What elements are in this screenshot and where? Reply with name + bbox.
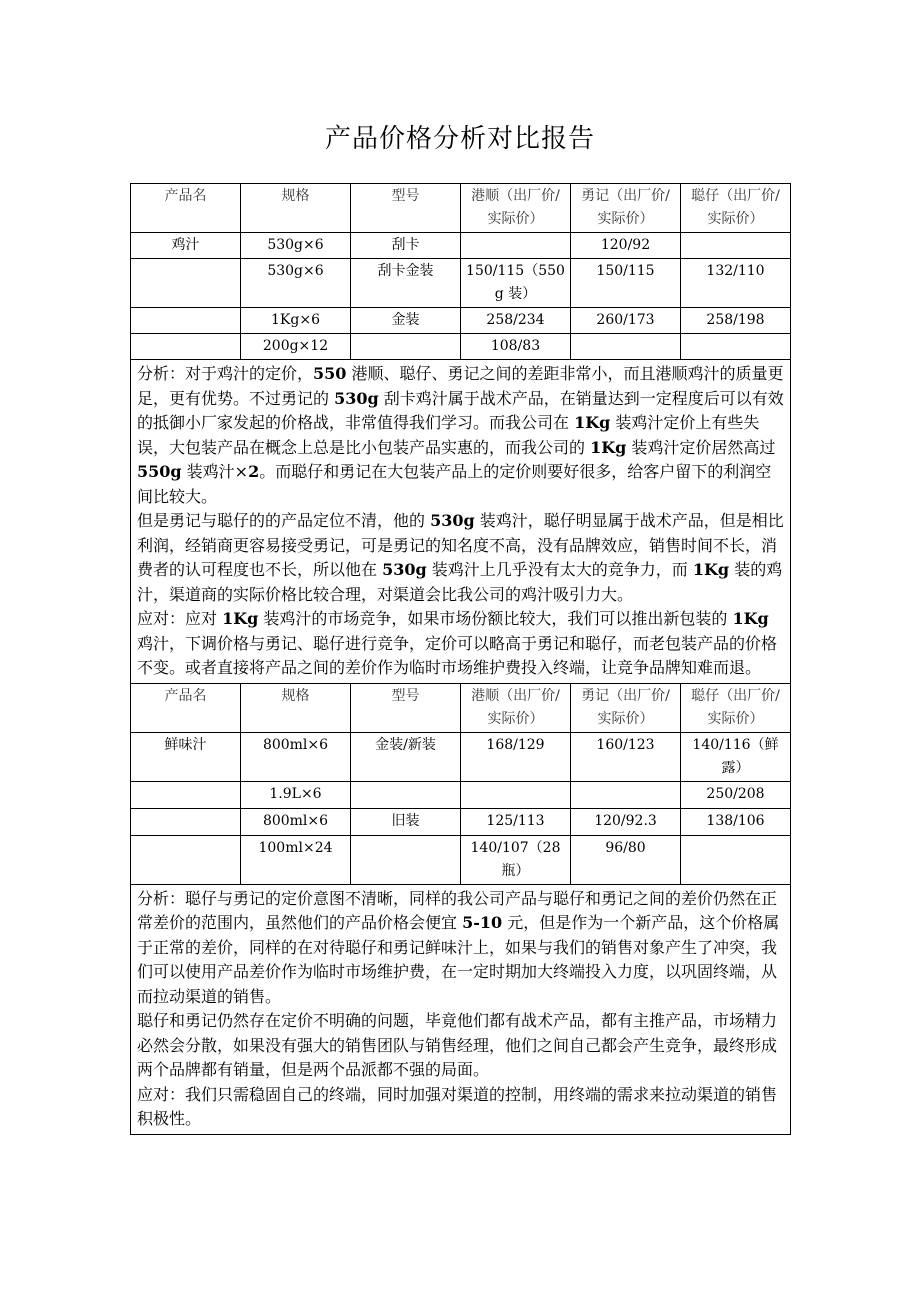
table-cell xyxy=(681,835,791,884)
table-cell xyxy=(351,781,461,808)
table-cell xyxy=(131,334,241,360)
table-row xyxy=(131,732,791,781)
table-cell: 108/83 xyxy=(461,334,571,360)
table-cell: 120/92.3 xyxy=(571,808,681,835)
table-cell: 160/123 xyxy=(571,732,681,781)
table-cell: 1Kg×6 xyxy=(241,308,351,334)
section1-analysis-text: 分析：对于鸡汁的定价，550 港顺、聪仔、勇记之间的差距非常小，而且港顺鸡汁的质量更足，更有优势。不过勇记的 530g 刮卡鸡汁属于战术产品，在销量达到一定程度后可以有效的抵御小厂家发起的价格战，非常值得我们学习。而我公司在 1Kg 装鸡汁定价上有些失误，大包装产品在概念上总是比小包装产品实惠的，而我公司的 1Kg 装鸡汁定价居然高过 550g 装鸡汁×2。而聪仔和勇记在大包装产品上的定价则要好很多，给客户留下的利润空间比较大。 但是勇记与聪仔的的产品定位不清，他的 530g 装鸡汁，聪仔明显属于战术产品，但是相比利润，经销商更容易接受勇记，可是勇记的知名度不高，没有品牌效应，销售时间不长，消费者的认可程度也不长，所以他在 530g 装鸡汁上几乎没有太大的竞争力，而 1Kg 装的鸡汁，渠道商的实际价格比较合理，对渠道会比我公司的鸡汁吸引力大。 应对：应对 1Kg 装鸡汁的市场竞争，如果市场份额比较大，我们可以推出新包装的 1Kg 鸡汁，下调价格与勇记、聪仔进行竞争，定价可以略高于勇记和聪仔，而老包装产品的价格不变。或者直接将产品之间的差价作为临时市场维护费投入终端，让竞争品牌知难而退。 xyxy=(131,360,791,684)
table-cell: 800ml×6 xyxy=(241,808,351,835)
table-row xyxy=(131,233,791,259)
table-cell xyxy=(461,233,571,259)
table-cell: 258/198 xyxy=(681,308,791,334)
table-cell xyxy=(461,781,571,808)
table-row xyxy=(131,781,791,808)
table-cell: 刮卡 xyxy=(351,233,461,259)
table-cell: 200g×12 xyxy=(241,334,351,360)
page-title: 产品价格分析对比报告 xyxy=(324,124,595,154)
table-cell: 530g×6 xyxy=(241,233,351,259)
table-cell: 140/116（鲜露） xyxy=(681,732,791,781)
table-cell: 250/208 xyxy=(681,781,791,808)
section2-analysis-text: 分析：聪仔与勇记的定价意图不清晰，同样的我公司产品与聪仔和勇记之间的差价仍然在正常差价的范围内，虽然他们的产品价格会便宜 5-10 元，但是作为一个新产品，这个价格属于正常的差价，同样的在对待聪仔和勇记鲜味汁上，如果与我们的销售对象产生了冲突，我们可以使用产品差价作为临时市场维护费，在一定时期加大终端投入力度，以巩固终端，从而拉动渠道的销售。 聪仔和勇记仍然存在定价不明确的问题，毕竟他们都有战术产品，都有主推产品，市场精力必然会分散，如果没有强大的销售团队与销售经理，他们之间自己都会产生竞争，最终形成两个品牌都有销量，但是两个品派都不强的局面。 应对：我们只需稳固自己的终端，同时加强对渠道的控制，用终端的需求来拉动渠道的销售积极性。 xyxy=(131,884,791,1134)
table-cell: 132/110 xyxy=(681,259,791,308)
table-cell: 150/115 xyxy=(571,259,681,308)
header-cell: 型号 xyxy=(351,683,461,732)
table-cell xyxy=(131,808,241,835)
table-cell xyxy=(131,781,241,808)
table-cell xyxy=(131,835,241,884)
header-cell: 聪仔（出厂价/实际价） xyxy=(681,683,791,732)
table-row xyxy=(131,835,791,884)
table-cell: 150/115（550g 装） xyxy=(461,259,571,308)
header-cell: 产品名 xyxy=(131,683,241,732)
section1-header-row xyxy=(131,184,791,233)
table-cell: 96/80 xyxy=(571,835,681,884)
header-cell: 聪仔（出厂价/实际价） xyxy=(681,184,791,233)
header-cell: 勇记（出厂价/实际价） xyxy=(571,184,681,233)
table-cell: 刮卡金装 xyxy=(351,259,461,308)
table-cell xyxy=(351,835,461,884)
header-cell: 港顺（出厂价/实际价） xyxy=(461,683,571,732)
table-cell xyxy=(131,259,241,308)
header-cell: 勇记（出厂价/实际价） xyxy=(571,683,681,732)
header-cell: 规格 xyxy=(241,683,351,732)
table-cell: 100ml×24 xyxy=(241,835,351,884)
table-row xyxy=(131,259,791,308)
table-cell: 800ml×6 xyxy=(241,732,351,781)
table-cell: 140/107（28 瓶） xyxy=(461,835,571,884)
table-cell: 鲜味汁 xyxy=(131,732,241,781)
table-cell xyxy=(681,233,791,259)
table-row xyxy=(131,808,791,835)
table-cell: 138/106 xyxy=(681,808,791,835)
table-cell: 金装/新装 xyxy=(351,732,461,781)
table-cell: 258/234 xyxy=(461,308,571,334)
section2-header-row xyxy=(131,683,791,732)
table-cell xyxy=(351,334,461,360)
table-cell: 260/173 xyxy=(571,308,681,334)
table-cell: 鸡汁 xyxy=(131,233,241,259)
table-cell xyxy=(571,781,681,808)
table-cell xyxy=(131,308,241,334)
table-cell xyxy=(681,334,791,360)
table-cell xyxy=(571,334,681,360)
table-cell: 120/92 xyxy=(571,233,681,259)
table-cell: 530g×6 xyxy=(241,259,351,308)
table-cell: 旧装 xyxy=(351,808,461,835)
table-cell: 125/113 xyxy=(461,808,571,835)
table-row xyxy=(131,334,791,360)
section1-analysis-row xyxy=(131,360,791,684)
header-cell: 港顺（出厂价/实际价） xyxy=(461,184,571,233)
header-cell: 产品名 xyxy=(131,184,241,233)
table-cell: 168/129 xyxy=(461,732,571,781)
price-comparison-table xyxy=(130,183,791,1135)
section2-analysis-row xyxy=(131,884,791,1134)
header-cell: 规格 xyxy=(241,184,351,233)
header-cell: 型号 xyxy=(351,184,461,233)
table-row xyxy=(131,308,791,334)
table-cell: 1.9L×6 xyxy=(241,781,351,808)
table-cell: 金装 xyxy=(351,308,461,334)
